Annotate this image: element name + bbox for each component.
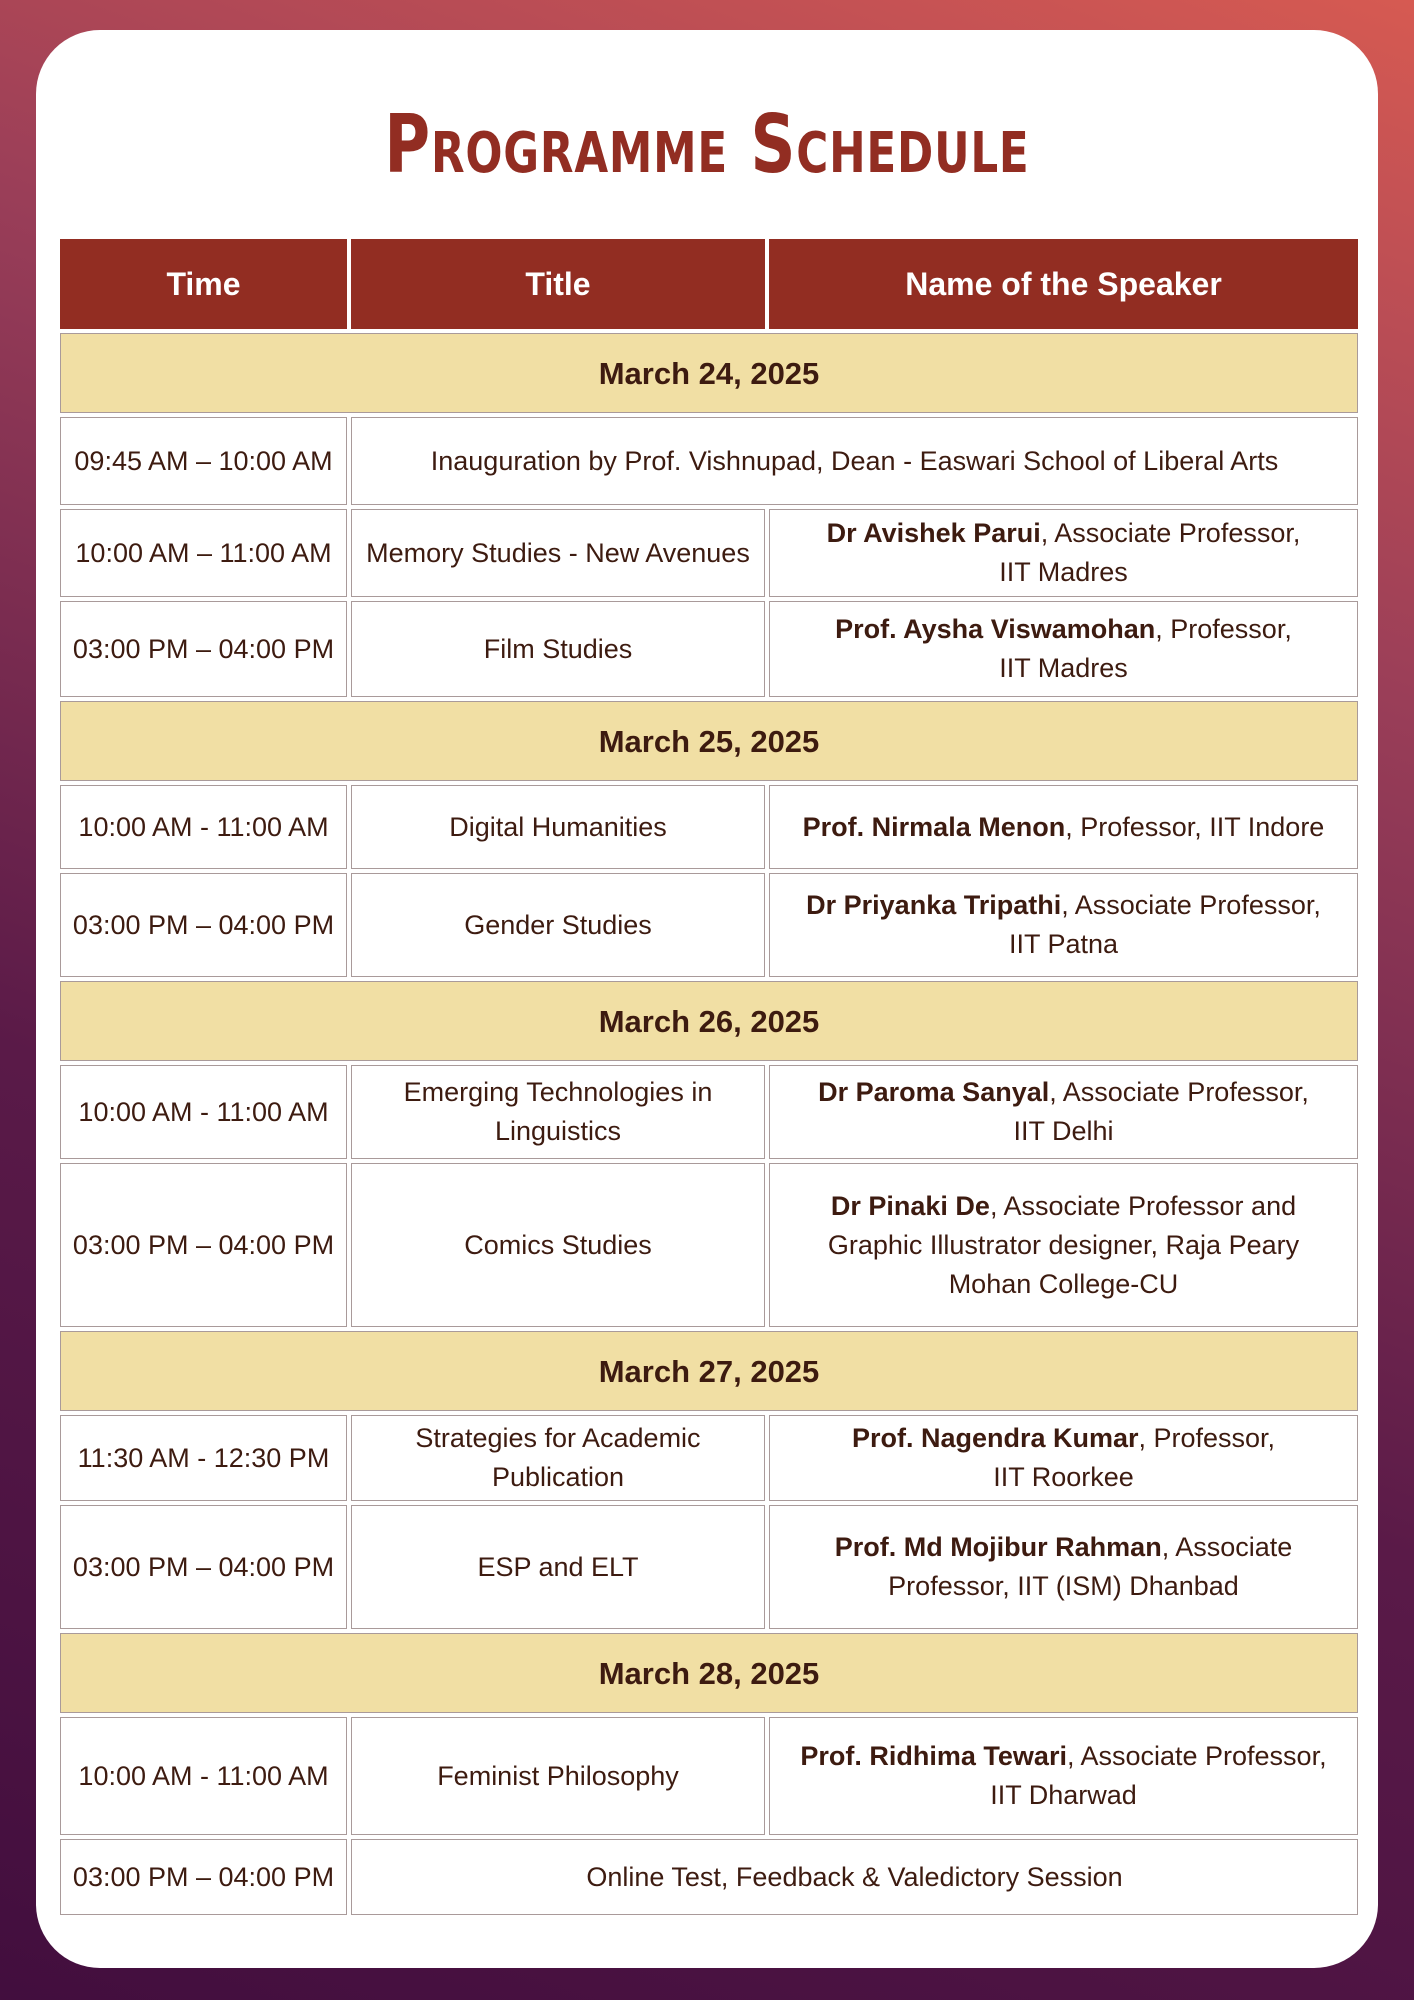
speaker-info-line-2: IIT Patna <box>1008 929 1119 959</box>
session-time: 10:00 AM - 11:00 AM <box>60 1065 347 1159</box>
table-row <box>60 509 1358 597</box>
header-title: Title <box>351 239 765 329</box>
session-title: Digital Humanities <box>351 785 765 869</box>
speaker-info-line-2: IIT Roorkee <box>993 1462 1134 1492</box>
date-row <box>60 701 1358 781</box>
session-title: Memory Studies - New Avenues <box>351 509 765 597</box>
session-title: Gender Studies <box>351 873 765 977</box>
session-title: ESP and ELT <box>351 1505 765 1629</box>
header-speaker: Name of the Speaker <box>769 239 1358 329</box>
table-row <box>60 417 1358 505</box>
speaker-name: Dr Paroma Sanyal <box>818 1077 1050 1107</box>
table-row <box>60 1717 1358 1835</box>
speaker-info: , Professor, <box>1138 1423 1276 1453</box>
table-header-row <box>60 239 1358 329</box>
session-time: 03:00 PM – 04:00 PM <box>60 1505 347 1629</box>
session-full: Inauguration by Prof. Vishnupad, Dean - Easwari School of Liberal Arts <box>351 417 1358 505</box>
session-time: 10:00 AM – 11:00 AM <box>60 509 347 597</box>
date-row <box>60 1331 1358 1411</box>
page-title: Programme Schedule <box>384 98 1030 191</box>
table-row <box>60 601 1358 697</box>
session-time: 09:45 AM – 10:00 AM <box>60 417 347 505</box>
date-cell: March 24, 2025 <box>60 333 1358 413</box>
session-time: 03:00 PM – 04:00 PM <box>60 1839 347 1915</box>
table-row <box>60 1505 1358 1629</box>
schedule-table <box>56 235 1362 1919</box>
session-time: 10:00 AM - 11:00 AM <box>60 785 347 869</box>
speaker-info: , Associate Professor, <box>1066 1741 1327 1771</box>
speaker-info: , Professor, <box>1155 614 1292 644</box>
session-time: 03:00 PM – 04:00 PM <box>60 1163 347 1327</box>
speaker-info: , Associate Professor, <box>1049 1077 1309 1107</box>
speaker-info: , Associate Professor, IIT (ISM) Dhanbad <box>888 1532 1293 1601</box>
speaker-name: Prof. Ridhima Tewari <box>800 1741 1067 1771</box>
session-time: 10:00 AM - 11:00 AM <box>60 1717 347 1835</box>
speaker-name: Prof. Aysha Viswamohan <box>835 614 1156 644</box>
session-speaker <box>769 601 1358 697</box>
session-time: 03:00 PM – 04:00 PM <box>60 873 347 977</box>
speaker-info-line-2: IIT Madres <box>999 653 1128 683</box>
session-title: Strategies for Academic Publication <box>351 1415 765 1501</box>
session-speaker <box>769 785 1358 869</box>
session-speaker <box>769 1163 1358 1327</box>
speaker-name: Dr Avishek Parui <box>826 518 1041 548</box>
session-speaker <box>769 509 1358 597</box>
date-cell: March 26, 2025 <box>60 981 1358 1061</box>
header-time: Time <box>60 239 347 329</box>
speaker-info-line-2: IIT Dharwad <box>990 1780 1137 1810</box>
speaker-info: , Associate Professor and Graphic Illustrator designer, Raja Peary Mohan College-CU <box>827 1190 1300 1299</box>
table-row <box>60 1163 1358 1327</box>
speaker-info: , Professor, IIT Indore <box>1065 811 1325 842</box>
date-cell: March 28, 2025 <box>60 1633 1358 1713</box>
session-title: Feminist Philosophy <box>351 1717 765 1835</box>
speaker-info: , Associate Professor, <box>1061 890 1321 920</box>
speaker-name: Prof. Nagendra Kumar <box>851 1423 1139 1453</box>
speaker-info-line-2: IIT Delhi <box>1013 1116 1114 1146</box>
table-row <box>60 1839 1358 1915</box>
session-title: Emerging Technologies in Linguistics <box>351 1065 765 1159</box>
table-row <box>60 1415 1358 1501</box>
speaker-info: , Associate Professor, <box>1040 518 1301 548</box>
session-time: 03:00 PM – 04:00 PM <box>60 601 347 697</box>
date-cell: March 27, 2025 <box>60 1331 1358 1411</box>
session-speaker <box>769 1415 1358 1501</box>
session-title: Comics Studies <box>351 1163 765 1327</box>
speaker-name: Prof. Nirmala Menon <box>802 811 1066 842</box>
date-row <box>60 981 1358 1061</box>
session-full: Online Test, Feedback & Valedictory Session <box>351 1839 1358 1915</box>
speaker-name: Prof. Md Mojibur Rahman <box>834 1532 1162 1562</box>
session-speaker <box>769 873 1358 977</box>
session-title: Film Studies <box>351 601 765 697</box>
table-row <box>60 1065 1358 1159</box>
session-speaker <box>769 1065 1358 1159</box>
session-speaker <box>769 1717 1358 1835</box>
session-speaker <box>769 1505 1358 1629</box>
session-time: 11:30 AM - 12:30 PM <box>60 1415 347 1501</box>
date-cell: March 25, 2025 <box>60 701 1358 781</box>
table-row <box>60 785 1358 869</box>
table-row <box>60 873 1358 977</box>
speaker-name: Dr Pinaki De <box>830 1190 990 1221</box>
date-row <box>60 333 1358 413</box>
speaker-info-line-2: IIT Madres <box>999 557 1128 587</box>
speaker-name: Dr Priyanka Tripathi <box>806 890 1062 920</box>
date-row <box>60 1633 1358 1713</box>
